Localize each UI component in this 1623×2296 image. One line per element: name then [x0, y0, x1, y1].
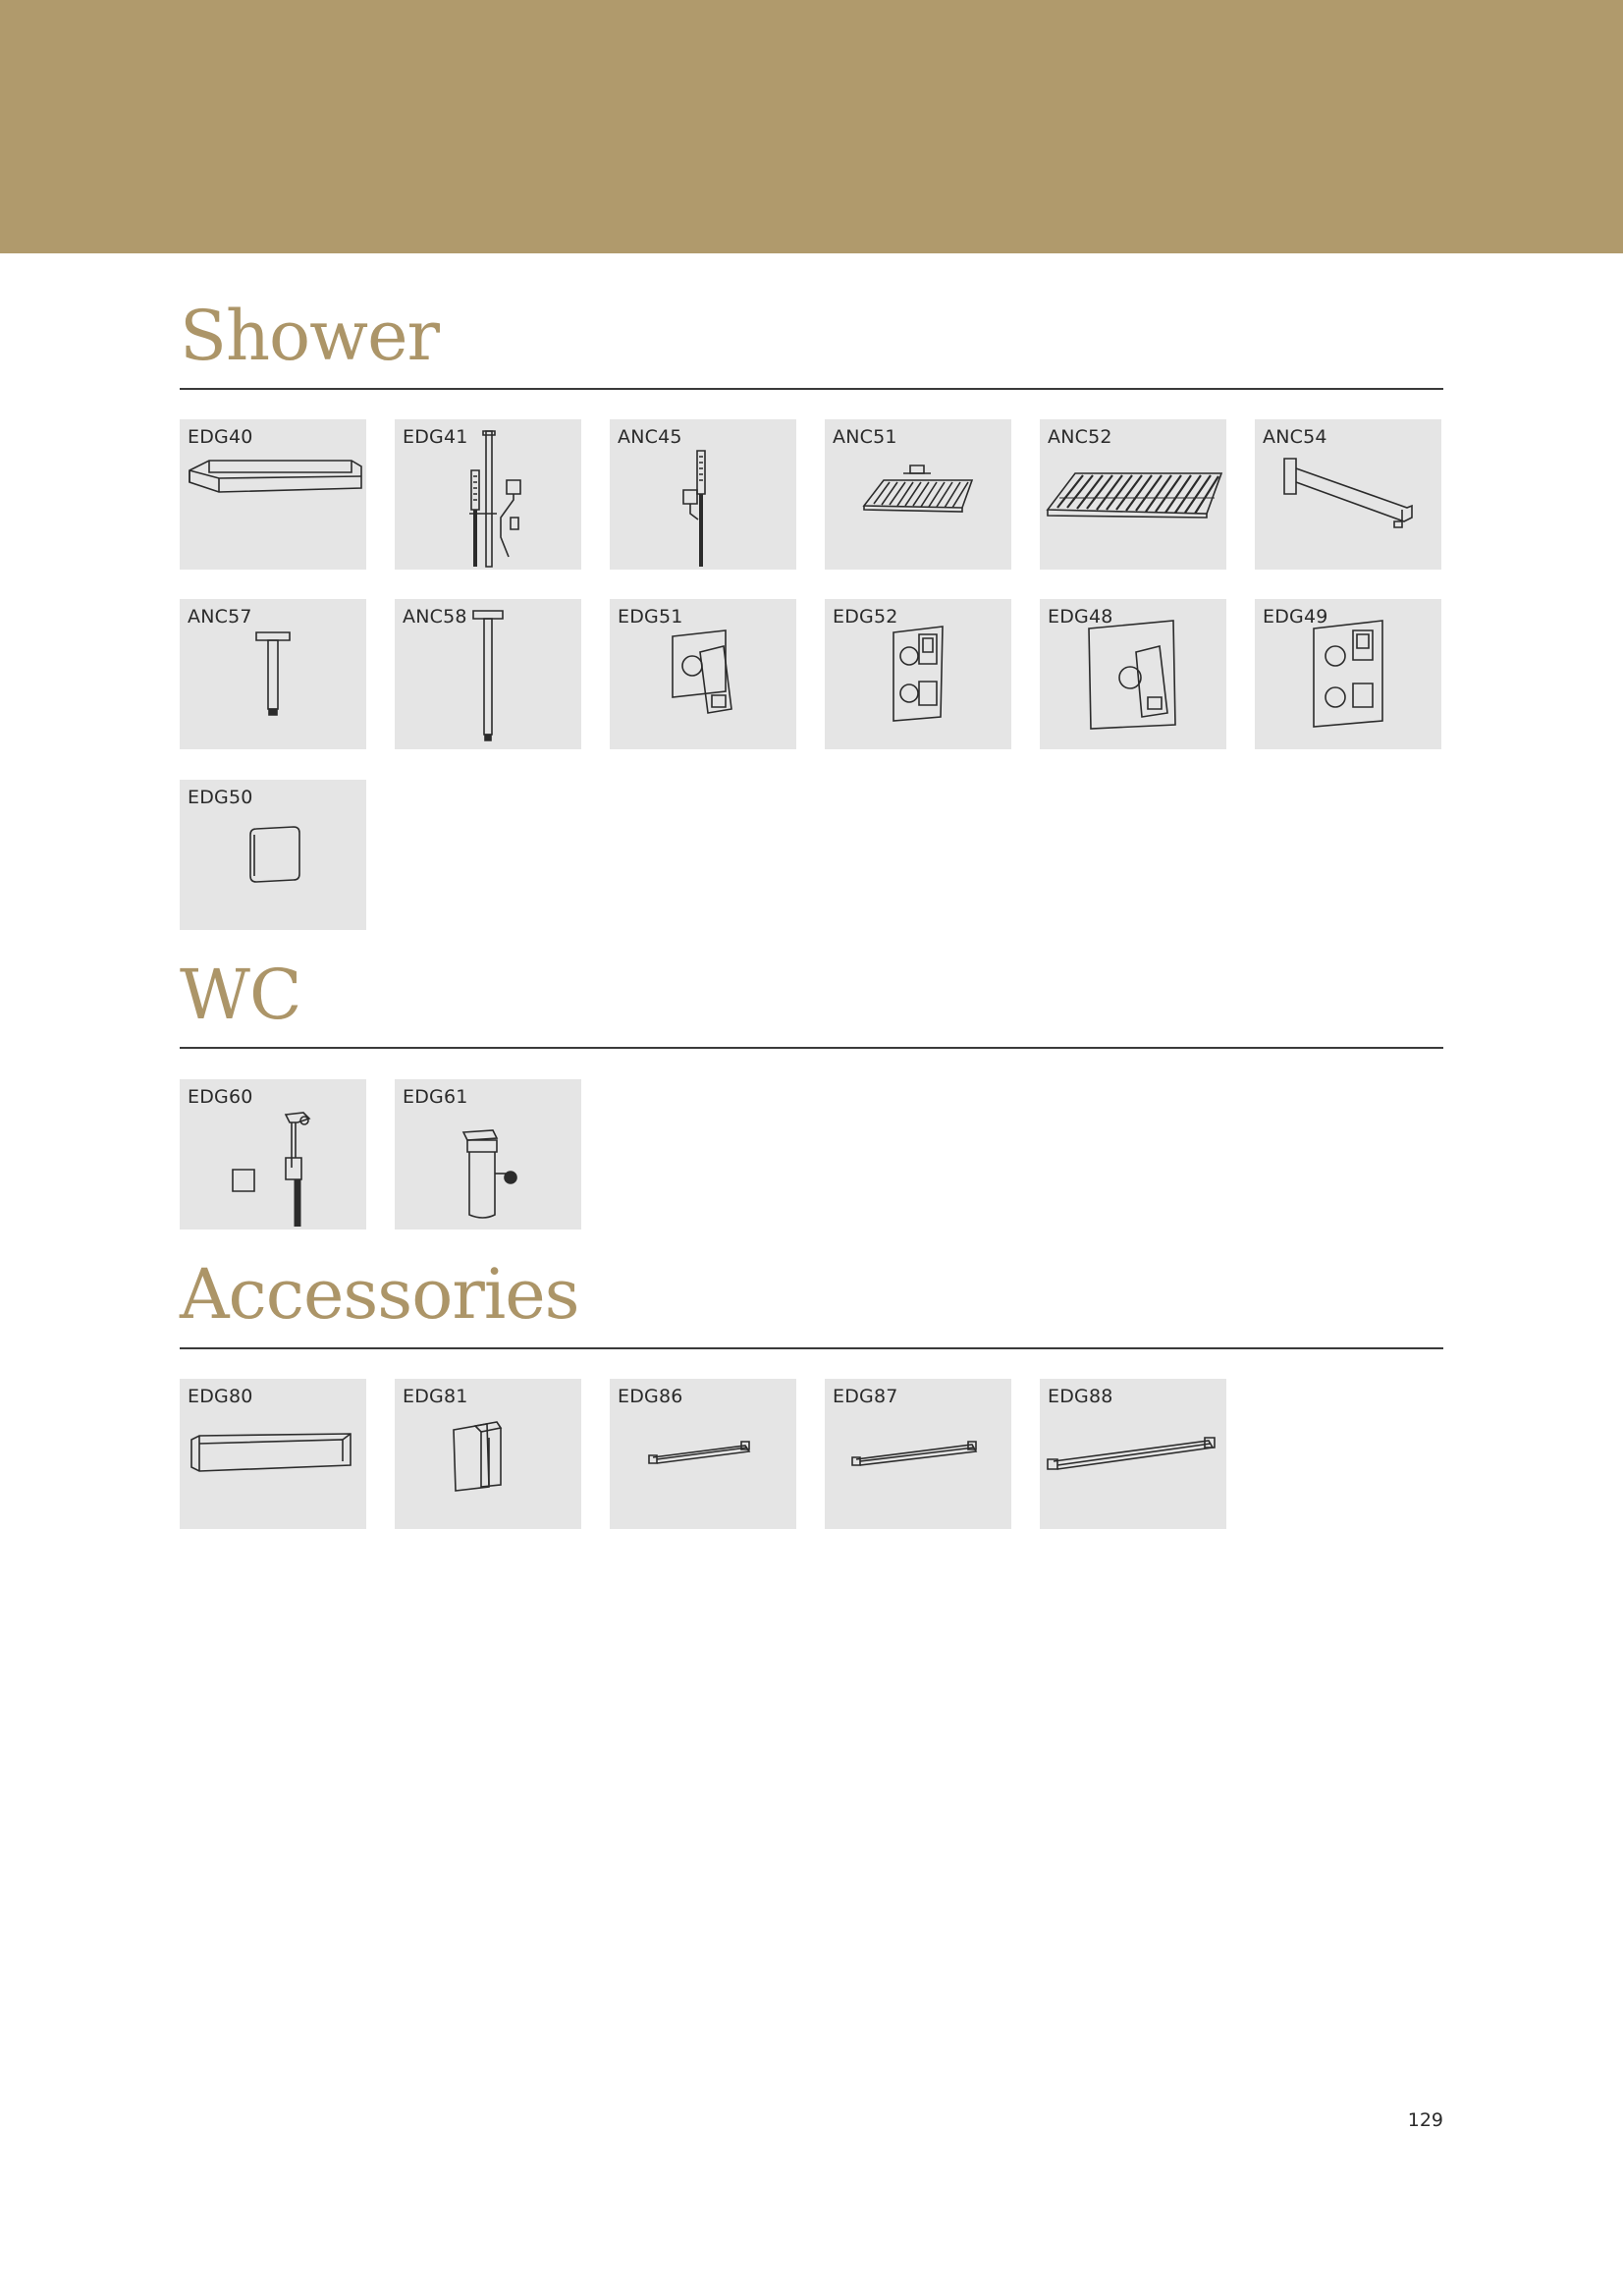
- product-code: EDG88: [1048, 1386, 1113, 1407]
- long-towel-bar-icon: [1040, 1379, 1226, 1529]
- section-divider: [180, 1047, 1443, 1049]
- product-code: EDG60: [188, 1086, 253, 1108]
- product-card-anc45[interactable]: [610, 419, 796, 570]
- product-code: EDG61: [403, 1086, 468, 1108]
- product-card-edg40[interactable]: [180, 419, 366, 570]
- product-card-edg61[interactable]: [395, 1079, 581, 1230]
- long-ceiling-arm-icon: [395, 599, 581, 749]
- section-title-wc: WC: [180, 955, 301, 1035]
- product-card-anc52[interactable]: [1040, 419, 1226, 570]
- medium-towel-bar-icon: [825, 1379, 1011, 1529]
- wall-outlet-icon: [180, 780, 366, 930]
- product-card-edg50[interactable]: [180, 780, 366, 930]
- product-card-edg87[interactable]: [825, 1379, 1011, 1529]
- product-card-edg48[interactable]: [1040, 599, 1226, 749]
- product-card-edg80[interactable]: [180, 1379, 366, 1529]
- hand-shower-holder-icon: [610, 419, 796, 570]
- bidet-mixer-icon: [395, 1079, 581, 1230]
- concealed-mixer-icon: [610, 599, 796, 749]
- product-code: ANC45: [618, 426, 682, 448]
- product-code: ANC58: [403, 606, 467, 628]
- product-code: EDG81: [403, 1386, 468, 1407]
- section-divider: [180, 1347, 1443, 1349]
- product-card-edg49[interactable]: [1255, 599, 1441, 749]
- product-card-edg88[interactable]: [1040, 1379, 1226, 1529]
- short-towel-bar-icon: [610, 1379, 796, 1529]
- product-card-anc58[interactable]: [395, 599, 581, 749]
- waterfall-spout-icon: [180, 419, 366, 570]
- section-title-accessories: Accessories: [180, 1254, 579, 1335]
- product-card-anc51[interactable]: [825, 419, 1011, 570]
- section-divider: [180, 388, 1443, 390]
- rectangular-rain-shower-head-icon: [1040, 419, 1226, 570]
- product-code: EDG52: [833, 606, 898, 628]
- product-code: EDG40: [188, 426, 253, 448]
- product-card-edg86[interactable]: [610, 1379, 796, 1529]
- slide-rail-shower-kit-icon: [395, 419, 581, 570]
- product-card-edg52[interactable]: [825, 599, 1011, 749]
- section-title-shower: Shower: [180, 296, 439, 376]
- two-handle-concealed-mixer-icon: [825, 599, 1011, 749]
- product-card-edg41[interactable]: [395, 419, 581, 570]
- product-code: EDG51: [618, 606, 683, 628]
- product-code: EDG49: [1263, 606, 1328, 628]
- short-ceiling-arm-icon: [180, 599, 366, 749]
- paper-holder-icon: [180, 1379, 366, 1529]
- thermostatic-plate-icon: [1255, 599, 1441, 749]
- product-card-anc57[interactable]: [180, 599, 366, 749]
- header-banner: [0, 0, 1623, 253]
- product-card-edg60[interactable]: [180, 1079, 366, 1230]
- wall-shower-arm-icon: [1255, 419, 1441, 570]
- product-code: EDG41: [403, 426, 468, 448]
- product-card-edg81[interactable]: [395, 1379, 581, 1529]
- robe-hook-icon: [395, 1379, 581, 1529]
- product-code: EDG48: [1048, 606, 1113, 628]
- mixer-plate-icon: [1040, 599, 1226, 749]
- product-code: EDG50: [188, 787, 253, 808]
- product-code: ANC51: [833, 426, 897, 448]
- product-code: EDG86: [618, 1386, 683, 1407]
- product-code: ANC57: [188, 606, 252, 628]
- bidet-spray-kit-icon: [180, 1079, 366, 1230]
- square-shower-head-icon: [825, 419, 1011, 570]
- page-number: 129: [1407, 2109, 1443, 2131]
- product-card-anc54[interactable]: [1255, 419, 1441, 570]
- product-code: EDG80: [188, 1386, 253, 1407]
- product-code: ANC54: [1263, 426, 1327, 448]
- product-code: EDG87: [833, 1386, 898, 1407]
- product-code: ANC52: [1048, 426, 1112, 448]
- product-card-edg51[interactable]: [610, 599, 796, 749]
